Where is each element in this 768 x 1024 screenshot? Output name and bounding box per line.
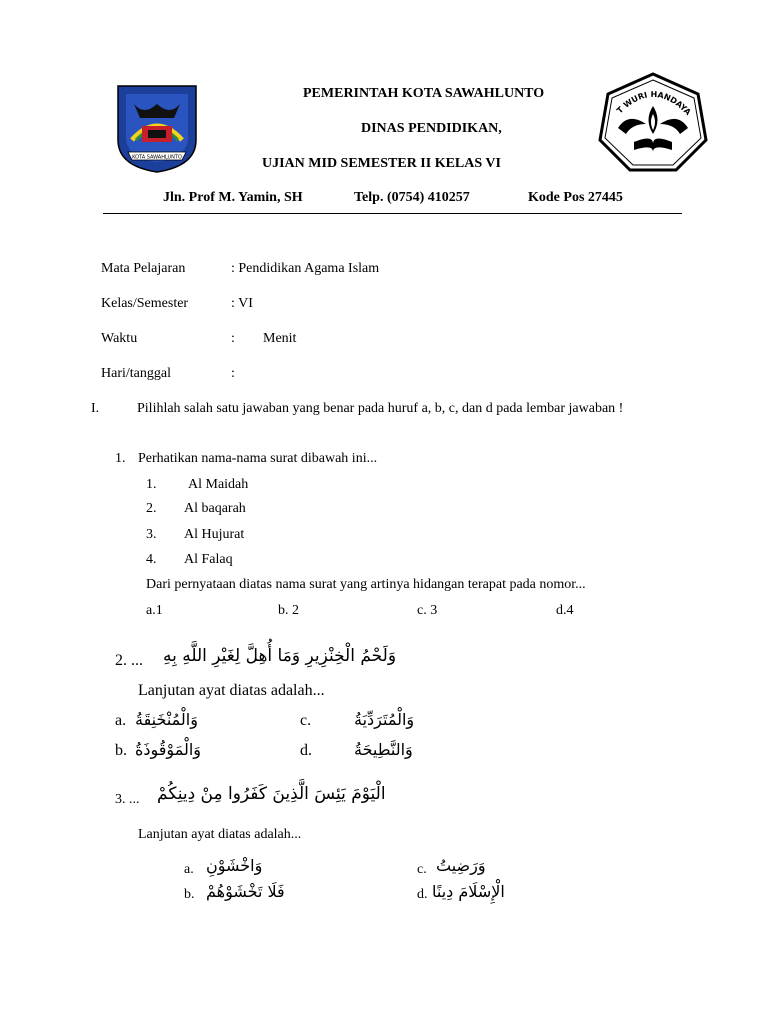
right-logo-text: T WURI HANDAYA [615, 89, 693, 117]
q3-question: Lanjutan ayat diatas adalah... [138, 827, 302, 842]
q2-option-letter: a. [115, 712, 127, 729]
q1-item-text: Al Hujurat [184, 527, 245, 542]
q2-option-letter: d. [300, 742, 312, 759]
q3-option-letter: d. [417, 887, 428, 902]
header-phone: Telp. (0754) 410257 [354, 190, 470, 205]
q3-arabic-verse: الْيَوْمَ يَئِسَ الَّذِينَ كَفَرُوا مِنْ دِينِكُمْ [157, 784, 386, 804]
info-value-date: : [231, 366, 235, 381]
q3-option-letter: a. [184, 862, 194, 877]
section-number: I. [91, 401, 100, 416]
header-divider [103, 213, 682, 214]
q1-prompt: Perhatikan nama-nama surat dibawah ini... [138, 451, 378, 466]
city-emblem-logo [116, 82, 198, 174]
header-department: DINAS PENDIDIKAN, [361, 121, 502, 136]
q3-option-letter: c. [417, 862, 427, 877]
q1-item-text: Al Falaq [184, 552, 233, 567]
q1-item-text: Al Maidah [188, 477, 249, 492]
q3-option-arabic: وَاخْشَوْنِ [206, 856, 263, 875]
info-label-class: Kelas/Semester [101, 296, 189, 311]
info-time-unit: Menit [263, 331, 297, 346]
info-label-time: Waktu [101, 331, 138, 346]
q1-number: 1. [115, 451, 126, 466]
q1-item-num: 1. [146, 477, 157, 492]
info-label-date: Hari/tanggal [101, 366, 171, 381]
q2-question: Lanjutan ayat diatas adalah... [138, 682, 325, 699]
q1-option-a: a.1 [146, 603, 163, 618]
header-address: Jln. Prof M. Yamin, SH [163, 190, 303, 205]
tut-wuri-handayani-logo [598, 72, 708, 174]
q2-option-arabic: وَالْمُتَرَدِّيَةُ [354, 710, 415, 729]
q1-option-b: b. 2 [278, 603, 299, 618]
q1-option-d: d.4 [556, 603, 574, 618]
info-value-class: : VI [231, 296, 253, 311]
info-label-subject: Mata Pelajaran [101, 261, 186, 276]
q1-option-c: c. 3 [417, 603, 438, 618]
left-logo-text: KOTA SAWAHLUNTO [132, 154, 182, 161]
header-exam-title: UJIAN MID SEMESTER II KELAS VI [262, 156, 501, 171]
q2-option-arabic: وَالْمُنْخَنِقَةُ [135, 710, 198, 729]
q1-question: Dari pernyataan diatas nama surat yang artinya hidangan terapat pada nomor... [146, 577, 586, 592]
q3-option-arabic: وَرَضِيتُ [436, 856, 486, 875]
q2-option-letter: b. [115, 742, 127, 759]
q2-option-arabic: وَالنَّطِيحَةُ [354, 740, 413, 759]
q3-option-arabic: فَلَا تَخْشَوْهُمْ [206, 882, 285, 901]
q2-arabic-verse: وَلَحْمُ الْخِنْزِيرِ وَمَا أُهِلَّ لِغَيْرِ اللَّهِ بِهِ [163, 646, 397, 666]
q2-option-letter: c. [300, 712, 312, 729]
q3-option-letter: b. [184, 887, 195, 902]
header-postal-code: Kode Pos 27445 [528, 190, 623, 205]
section-instruction: Pilihlah salah satu jawaban yang benar pada huruf a, b, c, dan d pada lembar jawaban ! [137, 401, 624, 416]
q1-item-text: Al baqarah [184, 501, 246, 516]
q2-number: 2. ... [115, 652, 143, 669]
q3-number: 3. ... [115, 792, 140, 807]
q1-item-num: 3. [146, 527, 157, 542]
info-value-time: : [231, 331, 235, 346]
q3-option-arabic: الْإِسْلَامَ دِينًا [432, 882, 505, 901]
q2-option-arabic: وَالْمَوْقُوذَةُ [135, 740, 201, 759]
q1-item-num: 2. [146, 501, 157, 516]
info-value-subject: : Pendidikan Agama Islam [231, 261, 380, 276]
header-government: PEMERINTAH KOTA SAWAHLUNTO [303, 86, 545, 101]
q1-item-num: 4. [146, 552, 157, 567]
